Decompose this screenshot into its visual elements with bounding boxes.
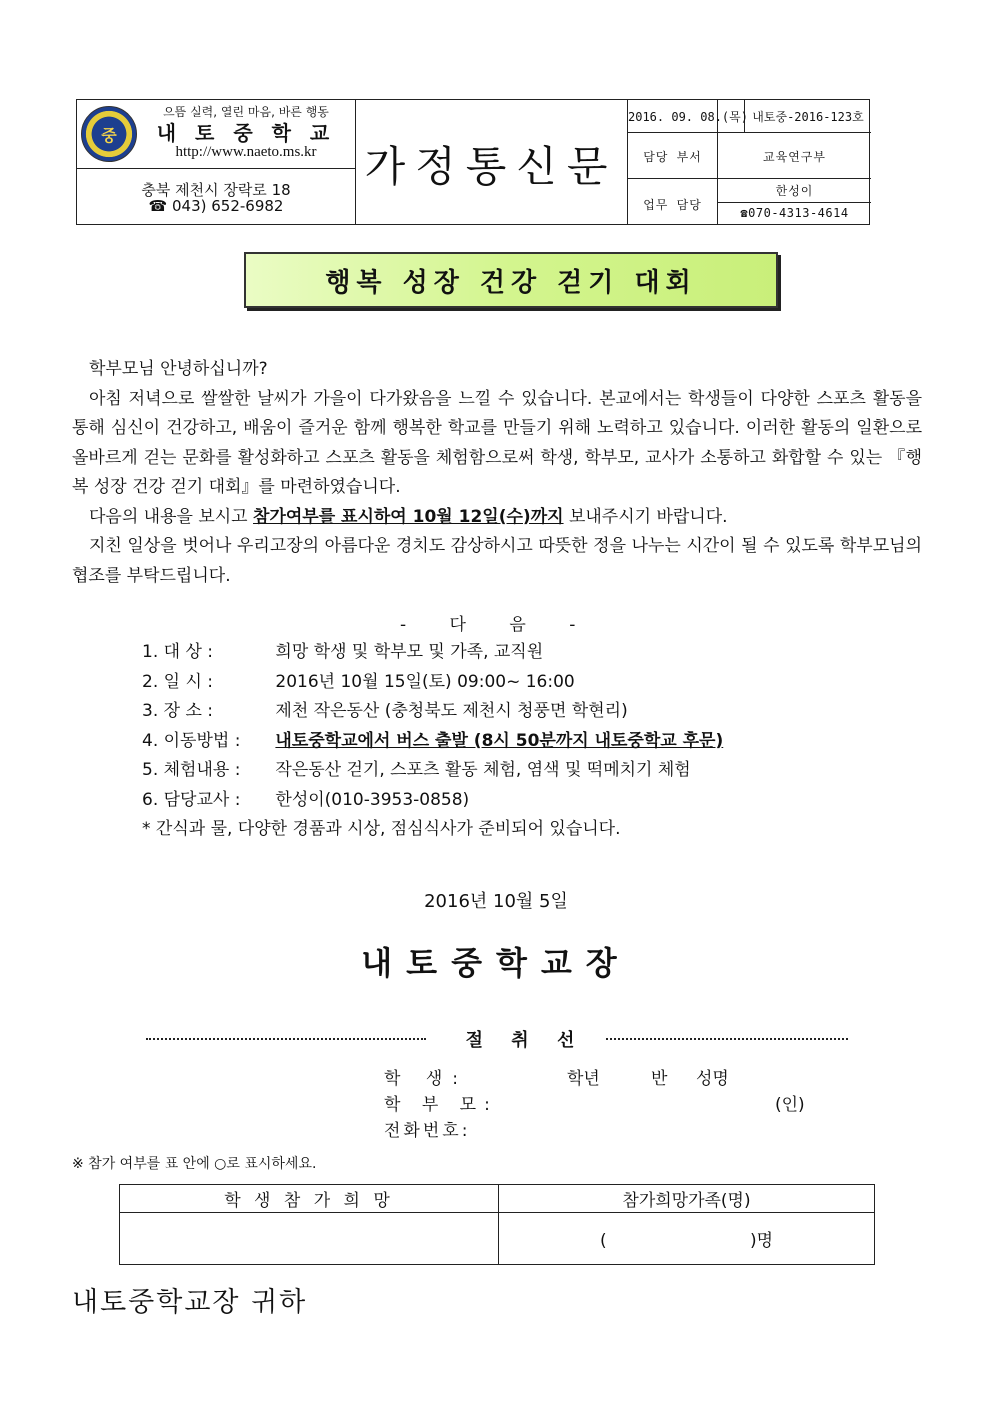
school-logo [81,106,137,162]
staff-name: 한성이 [775,184,814,198]
detail-item: 4. 이동방법 : 내토중학교에서 버스 출발 (8시 50분까지 내토중학교 후문) [142,730,724,751]
grade-label[interactable]: 학년 [567,1069,600,1089]
school-address: 충북 제천시 장락로 18 [141,181,291,199]
cut-line-right [606,1038,848,1040]
school-name: 내 토 중 학 교 [156,121,336,145]
form-instruction: ※ 참가 여부를 표 안에 ○로 표시하세요. [72,1156,317,1172]
paragraph-2: 다음의 내용을 보시고 참가여부를 표시하여 10월 12일(수)까지 보내주시기 바랍니다. [89,506,728,527]
class-label[interactable]: 반 [651,1069,668,1089]
detail-item: 3. 장 소 : 제천 작은동산 (충청북도 제천시 청풍면 학현리) [142,701,628,721]
phone-label: 전화번호: [384,1121,471,1141]
detail-item: 2. 일 시 : 2016년 10월 15일(토) 09:00~ 16:00 [142,671,575,692]
event-title-banner [244,252,778,308]
header-table [76,99,870,225]
col-family-header: 참가희망가족(명) [499,1185,875,1213]
doc-number: 내토중-2016-123호 [752,110,864,124]
paragraph-3: 지친 일상을 벗어나 우리고장의 아름다운 경치도 감상하시고 따뜻한 정을 나누는 시간이 될 수 있도록 학부모님의 협조를 부탁드립니다. [72,536,922,586]
name-label[interactable]: 성명 [696,1069,729,1089]
staff-label: 업무 담당 [643,198,702,212]
greeting: 학부모님 안녕하십니까? [89,359,268,379]
staff-phone: ☎070-4313-4614 [740,206,849,220]
details-list [142,638,723,845]
dept-label: 담당 부서 [643,150,702,164]
logo-text: 중 [101,125,117,145]
school-phone: ☎ 043) 652-6982 [148,197,284,215]
detail-item: 1. 대 상 : 희망 학생 및 학부모 및 가족, 교직원 [142,642,544,662]
student-label: 학 생: [384,1069,468,1089]
col-student-header: 학 생 참 가 희 망 [120,1185,499,1213]
letter-body [72,355,922,591]
doc-title: 가정통신문 [364,142,618,191]
dept-value: 교육연구부 [763,150,826,164]
motto: 으뜸 실력, 열린 마음, 바른 행동 [163,105,329,119]
participation-table [119,1184,875,1265]
doc-date: 2016. 09. 08.(목) [628,110,748,124]
cut-line-left [146,1038,426,1040]
family-count-cell[interactable]: ( )명 [499,1213,875,1265]
paragraph-1: 아침 저녁으로 쌀쌀한 날씨가 가을이 다가왔음을 느낄 수 있습니다. 본교에서는 학생들이 다양한 스포츠 활동을 통해 심신이 건강하고, 배움이 즐거운 함께 행복한 학교를 만들기 위해 노력하고 있습니다. 이러한 활동의 일환으로 올바르게 걷는 문화를 활성화하고 스포츠 활동을 체험함으로써 학생, 학부모, 교사가 소통하고 화합할 수 있는 『행복 성장 건강 걷기 대회』를 마련하였습니다. [72,388,922,497]
seal-mark[interactable]: (인) [775,1095,805,1115]
student-participation-cell[interactable] [120,1213,499,1265]
sign-date: 2016년 10월 5일 [424,891,568,912]
principal-signature: 내토중학교장 [361,944,631,982]
detail-item: 6. 담당교사 : 한성이(010-3953-0858) [142,789,470,810]
parent-label: 학 부 모: [384,1095,498,1115]
deadline-emphasis: 참가여부를 표시하여 10월 12일(수)까지 [253,506,564,527]
school-url[interactable]: http://www.naeto.ms.kr [175,144,317,160]
notice-heading: - 다 음 - [400,615,576,635]
addressee: 내토중학교장 귀하 [72,1287,308,1318]
detail-item: 5. 체험내용 : 작은동산 걷기, 스포츠 활동 체험, 염색 및 떡메치기 체험 [142,760,691,780]
cut-line-label: 절 취 선 [465,1030,575,1051]
note: * 간식과 물, 다양한 경품과 시상, 점심식사가 준비되어 있습니다. [142,819,621,839]
event-title: 행복 성장 건강 걷기 대회 [325,267,697,298]
